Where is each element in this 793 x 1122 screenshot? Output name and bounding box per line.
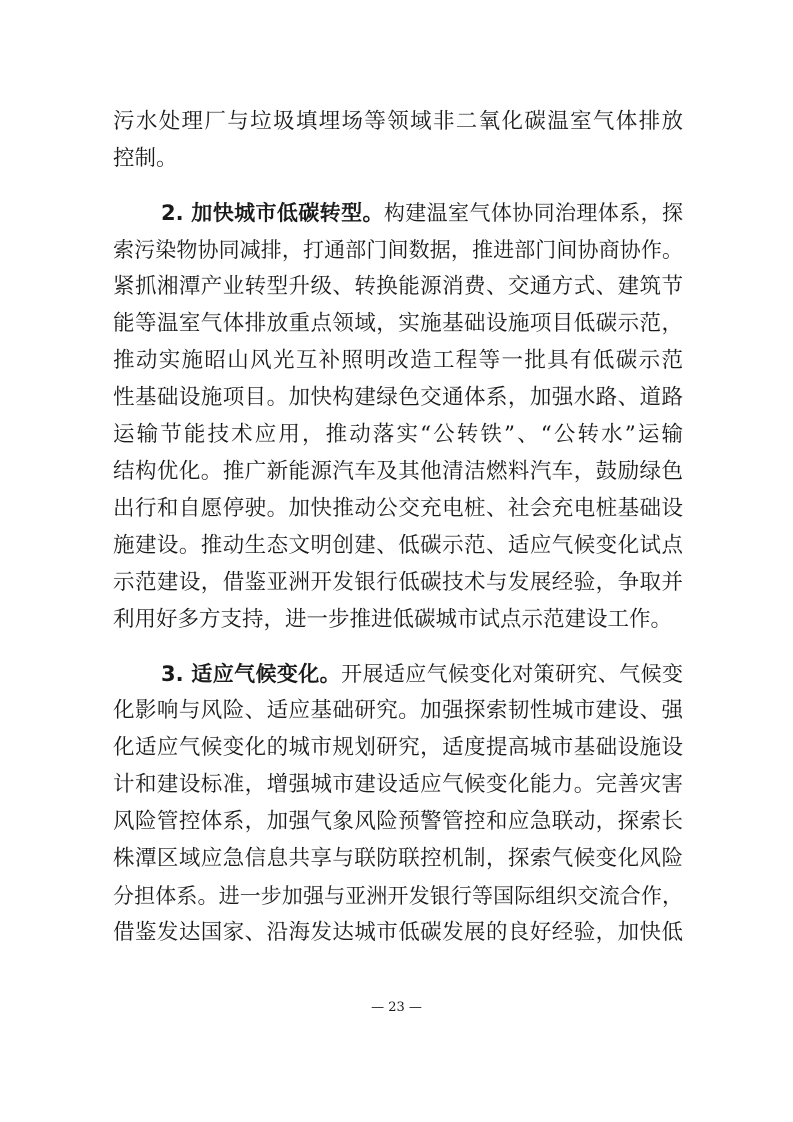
paragraph-line: 化适应气候变化的城市规划研究，适度提高城市基础设施设 bbox=[113, 735, 683, 760]
paragraph-line: 污水处理厂与垃圾填埋场等领域非二氧化碳温室气体排放 bbox=[113, 109, 683, 134]
paragraph-line: 利用好多方支持，进一步推进低碳城市试点示范建设工作。 bbox=[113, 607, 673, 632]
section-3-first-line bbox=[161, 656, 683, 692]
paragraph-line: 推动实施昭山风光互补照明改造工程等一批具有低碳示范 bbox=[113, 348, 683, 373]
paragraph-line: 性基础设施项目。加快构建绿色交通体系，加强水路、道路 bbox=[113, 385, 683, 410]
section-3-heading: 3. 适应气候变化。 bbox=[161, 662, 342, 686]
paragraph-line: 紧抓湘潭产业转型升级、转换能源消费、交通方式、建筑节 bbox=[113, 274, 683, 299]
paragraph-line: 风险管控体系，加强气象风险预警管控和应急联动，探索长 bbox=[113, 809, 683, 834]
paragraph-line: 结构优化。推广新能源汽车及其他清洁燃料汽车，鼓励绿色 bbox=[113, 459, 683, 484]
paragraph-line: 施建设。推动生态文明创建、低碳示范、适应气候变化试点 bbox=[113, 533, 683, 558]
paragraph-line: 能等温室气体排放重点领域，实施基础设施项目低碳示范， bbox=[113, 311, 683, 336]
paragraph-line: 控制。 bbox=[113, 146, 178, 171]
paragraph-line: 索污染物协同减排，打通部门间数据，推进部门间协商协作。 bbox=[113, 238, 683, 262]
section-2-first-line-text: 构建温室气体协同治理体系，探 bbox=[383, 201, 683, 225]
paragraph-line: 借鉴发达国家、沿海发达城市低碳发展的良好经验，加快低 bbox=[113, 920, 683, 945]
paragraph-line: 化影响与风险、适应基础研究。加强探索韧性城市建设、强 bbox=[113, 698, 683, 723]
page-number: — 23 — bbox=[371, 1000, 422, 1015]
section-3-first-line-text: 开展适应气候变化对策研究、气候变 bbox=[341, 662, 684, 686]
paragraph-line: 示范建设，借鉴亚洲开发银行低碳技术与发展经验，争取并 bbox=[113, 570, 683, 595]
paragraph-line: 出行和自愿停驶。加快推动公交充电桩、社会充电桩基础设 bbox=[113, 496, 683, 521]
paragraph-line: 运输节能技术应用，推动落实“公转铁”、“公转水”运输 bbox=[113, 422, 683, 447]
section-2-first-line bbox=[161, 195, 683, 231]
section-2-heading: 2. 加快城市低碳转型。 bbox=[161, 201, 384, 225]
paragraph-line: 计和建设标准，增强城市建设适应气候变化能力。完善灾害 bbox=[113, 772, 683, 797]
paragraph-line: 分担体系。进一步加强与亚洲开发银行等国际组织交流合作， bbox=[113, 884, 683, 908]
paragraph-line: 株潭区域应急信息共享与联防联控机制，探索气候变化风险 bbox=[113, 846, 683, 871]
